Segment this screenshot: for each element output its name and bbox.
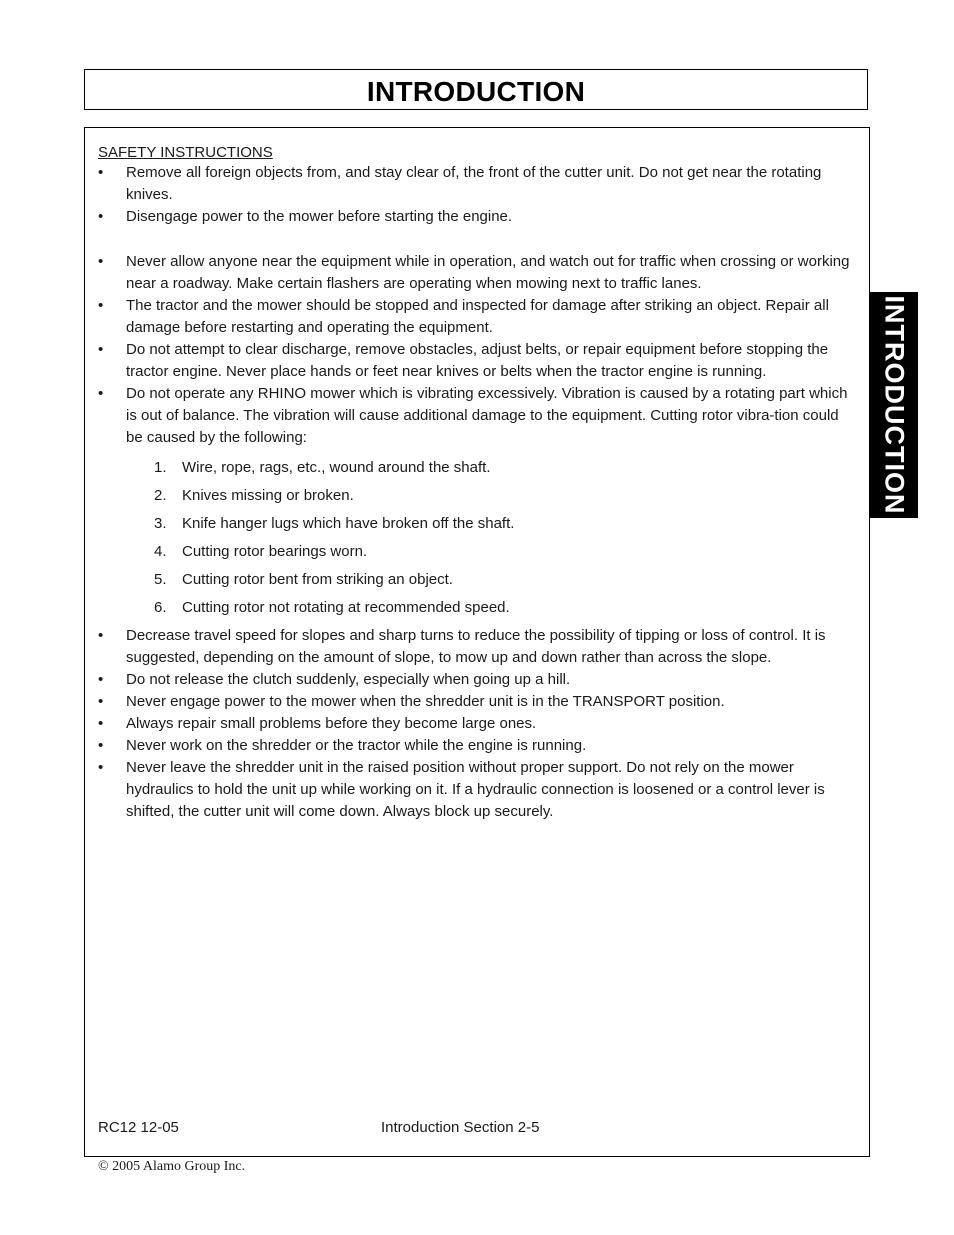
numbered-item-text: Wire, rope, rags, etc., wound around the shaft. <box>182 459 491 476</box>
list-item-text: Disengage power to the mower before starting the engine. <box>126 208 513 225</box>
numbered-item <box>154 597 834 625</box>
list-item <box>98 295 858 339</box>
numbered-list <box>154 457 834 625</box>
bullet-glyph: • <box>98 737 104 754</box>
list-item-text: Remove all foreign objects from, and stay clear of, the front of the cutter unit. Do not get near the rotating knives. <box>126 164 822 203</box>
item-number: 1. <box>154 459 167 476</box>
list-item-text: Do not attempt to clear discharge, remove obstacles, adjust belts, or repair equipment before stopping the tractor engine. Never place hands or feet near knives or belts when the tractor engine is running. <box>126 341 829 380</box>
copyright-notice: © 2005 Alamo Group Inc. <box>98 1159 246 1174</box>
footer-model-date: RC12 12-05 <box>98 1119 179 1136</box>
list-item <box>98 206 858 228</box>
list-item <box>98 339 858 383</box>
bullet-glyph: • <box>98 693 104 710</box>
footer-section-page: Introduction Section 2-5 <box>381 1119 540 1136</box>
bullet-glyph: • <box>98 208 104 225</box>
list-item <box>98 162 858 206</box>
bullet-glyph: • <box>98 164 104 181</box>
bullet-glyph: • <box>98 759 104 776</box>
list-item <box>98 625 858 669</box>
bullet-list-3 <box>98 625 858 823</box>
list-item <box>98 669 858 691</box>
page-title: INTRODUCTION <box>366 76 586 107</box>
list-item-text: Decrease travel speed for slopes and sharp turns to reduce the possibility of tipping or loss of control. It is suggested, depending on the amount of slope, to mow up and down rather than across the slope. <box>126 627 826 666</box>
numbered-item-text: Cutting rotor bearings worn. <box>182 543 368 560</box>
list-item <box>98 383 858 449</box>
list-item <box>98 713 858 735</box>
list-item <box>98 251 858 295</box>
bullet-glyph: • <box>98 385 104 402</box>
list-item-text: Never work on the shredder or the tractor while the engine is running. <box>126 737 587 754</box>
item-number: 4. <box>154 543 167 560</box>
bullet-glyph: • <box>98 253 104 270</box>
numbered-item <box>154 541 834 569</box>
numbered-item-text: Cutting rotor not rotating at recommended speed. <box>182 599 510 616</box>
item-number: 6. <box>154 599 167 616</box>
bullet-glyph: • <box>98 627 104 644</box>
bullet-glyph: • <box>98 297 104 314</box>
bullet-glyph: • <box>98 715 104 732</box>
header-box <box>84 69 868 110</box>
list-item-text: Never leave the shredder unit in the raised position without proper support. Do not rely on the mower hydraulics to hold the unit up while working on it. If a hydraulic connection is loosened or a control lever is shifted, the cutter unit will come down. Always block up securely. <box>126 759 825 820</box>
list-item-text: Never allow anyone near the equipment while in operation, and watch out for traffic when crossing or working near a roadway. Make certain flashers are operating when mowing next to traffic lanes. <box>126 253 850 292</box>
item-number: 5. <box>154 571 167 588</box>
list-item <box>98 757 858 823</box>
numbered-item <box>154 485 834 513</box>
list-item-text: Never engage power to the mower when the shredder unit is in the TRANSPORT position. <box>126 693 725 710</box>
list-item-text: Do not operate any RHINO mower which is vibrating excessively. Vibration is caused by a rotating part which is out of balance. The vibration will cause additional damage to the equipment. Cutting rotor vibra-tion could be caused by the following: <box>126 385 848 446</box>
bullet-glyph: • <box>98 671 104 688</box>
item-number: 3. <box>154 515 167 532</box>
list-item <box>98 735 858 757</box>
section-heading: SAFETY INSTRUCTIONS <box>98 144 273 161</box>
list-item <box>98 691 858 713</box>
numbered-item <box>154 569 834 597</box>
numbered-item-text: Knives missing or broken. <box>182 487 354 504</box>
list-item-text: The tractor and the mower should be stopped and inspected for damage after striking an object. Repair all damage before restarting and operating the equipment. <box>126 297 829 336</box>
numbered-item <box>154 513 834 541</box>
list-item-text: Do not release the clutch suddenly, especially when going up a hill. <box>126 671 571 688</box>
section-side-tab <box>869 292 918 518</box>
list-item-text: Always repair small problems before they become large ones. <box>126 715 537 732</box>
bullet-list-1 <box>98 162 858 228</box>
numbered-item <box>154 457 834 485</box>
item-number: 2. <box>154 487 167 504</box>
bullet-list-2 <box>98 251 858 449</box>
numbered-item-text: Cutting rotor bent from striking an object. <box>182 571 453 588</box>
side-tab-label: INTRODUCTION <box>879 295 909 515</box>
bullet-glyph: • <box>98 341 104 358</box>
numbered-item-text: Knife hanger lugs which have broken off the shaft. <box>182 515 515 532</box>
